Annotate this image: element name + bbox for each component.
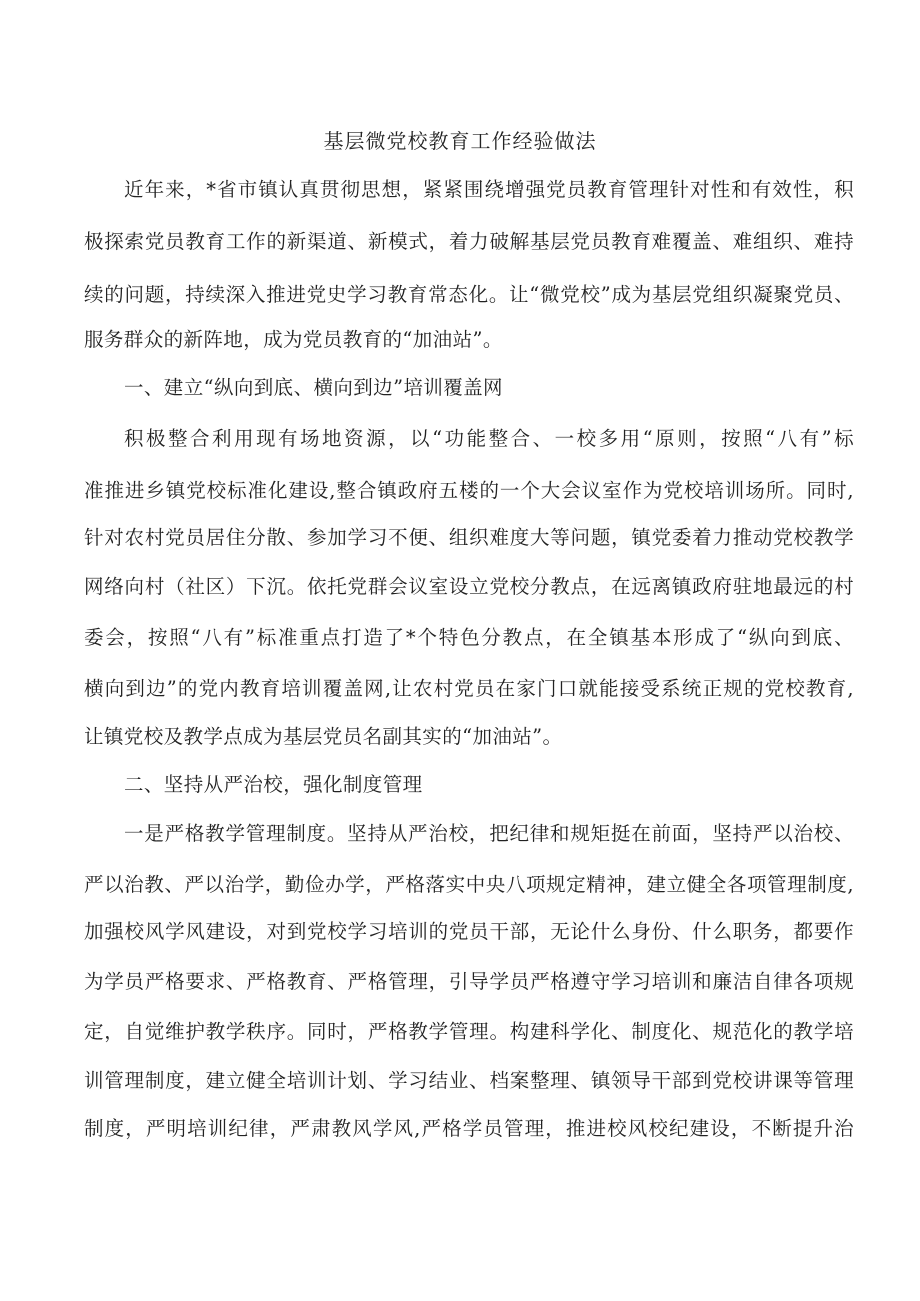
section-heading: 二、坚持从严治校，强化制度管理 <box>124 773 423 796</box>
paragraph-line: 加强校风学风建设，对到党校学习培训的党员干部，无论什么身份、什么职务，都要作 <box>84 920 854 943</box>
paragraph-line: 让镇党校及教学点成为基层党员名副其实的“加油站”。 <box>84 725 563 748</box>
paragraph-line: 委会，按照“八有”标准重点打造了*个特色分教点，在全镇基本形成了“纵向到底、 <box>84 626 854 649</box>
paragraph-line: 为学员严格要求、严格教育、严格管理，引导学员严格遵守学习培训和廉洁自律各项规 <box>84 970 854 993</box>
paragraph-line: 一是严格教学管理制度。坚持从严治校，把纪律和规矩挺在前面，坚持严以治校、 <box>124 822 854 845</box>
paragraph-line: 近年来，*省市镇认真贯彻思想，紧紧围绕增强党员教育管理针对性和有效性，积 <box>124 178 854 201</box>
paragraph-line: 准推进乡镇党校标准化建设,整合镇政府五楼的一个大会议室作为党校培训场所。同时, <box>84 479 854 502</box>
paragraph-line: 极探索党员教育工作的新渠道、新模式，着力破解基层党员教育难覆盖、难组织、难持 <box>84 230 854 253</box>
paragraph-line: 训管理制度，建立健全培训计划、学习结业、档案整理、镇领导干部到党校讲课等管理 <box>84 1069 854 1092</box>
paragraph-line: 横向到边”的党内教育培训覆盖网,让农村党员在家门口就能接受系统正规的党校教育, <box>84 677 854 700</box>
paragraph-line: 续的问题，持续深入推进党史学习教育常态化。让“微党校”成为基层党组织凝聚党员、 <box>84 283 854 306</box>
paragraph-line: 制度，严明培训纪律，严肃教风学风,严格学员管理，推进校风校纪建设，不断提升治 <box>84 1117 854 1140</box>
paragraph-line: 积极整合利用现有场地资源，以“功能整合、一校多用“原则，按照“八有”标 <box>124 427 854 450</box>
paragraph-line: 网络向村（社区）下沉。依托党群会议室设立党校分教点，在远离镇政府驻地最远的村 <box>84 575 854 598</box>
document-title: 基层微党校教育工作经验做法 <box>323 129 597 153</box>
paragraph-line: 严以治教、严以治学，勤俭办学，严格落实中央八项规定精神，建立健全各项管理制度, <box>84 873 854 896</box>
section-heading: 一、建立“纵向到底、横向到边”培训覆盖网 <box>124 376 503 399</box>
paragraph-line: 服务群众的新阵地，成为党员教育的“加油站”。 <box>84 328 503 351</box>
paragraph-line: 针对农村党员居住分散、参加学习不便、组织难度大等问题，镇党委着力推动党校教学 <box>84 526 854 549</box>
paragraph-line: 定，自觉维护教学秩序。同时，严格教学管理。构建科学化、制度化、规范化的教学培 <box>84 1020 854 1043</box>
